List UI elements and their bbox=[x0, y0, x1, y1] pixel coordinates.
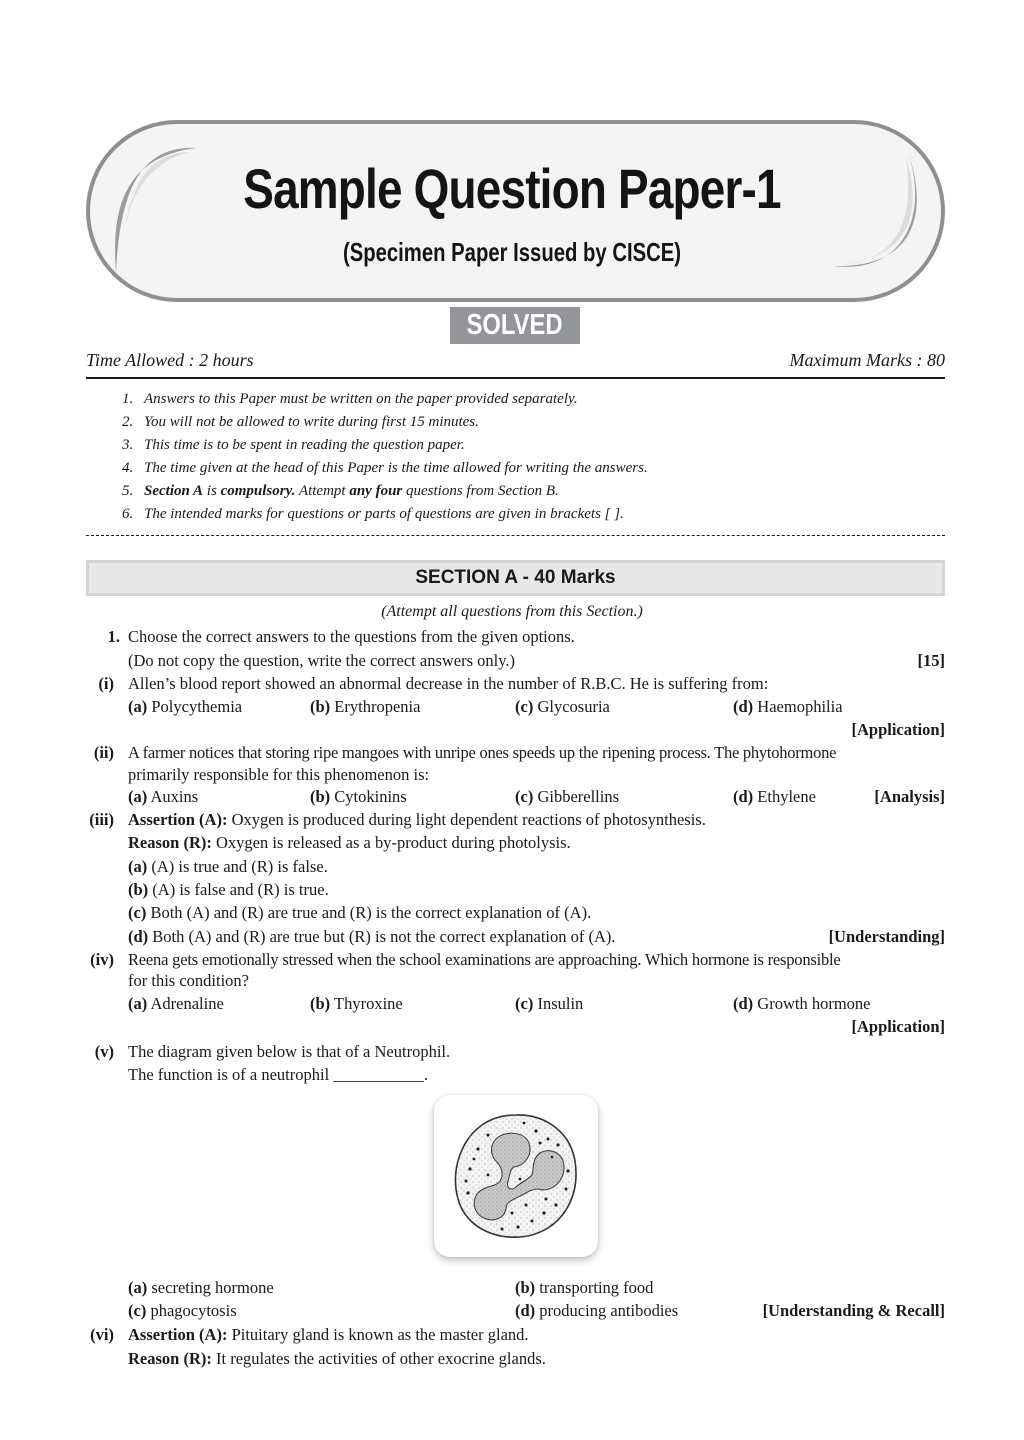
subquestion-number: (iii) bbox=[89, 810, 114, 829]
option-d bbox=[733, 696, 843, 718]
option-text: Insulin bbox=[533, 994, 584, 1013]
subquestion-text: A farmer notices that storing ripe mangoes with unripe ones speeds up the ripening process. The phytohormone bbox=[128, 743, 837, 762]
subquestion-text: Allen’s blood report showed an abnormal decrease in the number of R.B.C. He is suffering from: bbox=[128, 674, 769, 693]
emphasis: compulsory. bbox=[220, 483, 296, 499]
assertion-label: Assertion (A): bbox=[128, 810, 228, 829]
solved-badge bbox=[450, 307, 580, 344]
instruction-number: 3. bbox=[122, 437, 134, 453]
instruction-number: 4. bbox=[122, 460, 134, 476]
option-label: (b) bbox=[128, 880, 149, 899]
emphasis: any four bbox=[349, 483, 403, 499]
reason-text: It regulates the activities of other exocrine glands. bbox=[211, 1349, 546, 1368]
option-c bbox=[515, 993, 583, 1015]
option-text: Erythropenia bbox=[330, 697, 421, 716]
option-label: (a) bbox=[128, 697, 148, 716]
option-a bbox=[128, 696, 242, 718]
option-label: (c) bbox=[128, 903, 147, 922]
subquestion-number: (iv) bbox=[90, 950, 114, 969]
option-text: Polycythemia bbox=[147, 697, 243, 716]
maximum-marks: Maximum Marks : 80 bbox=[789, 350, 945, 370]
option-text: transporting food bbox=[535, 1278, 654, 1297]
option-b bbox=[515, 1277, 653, 1299]
assertion-text: Oxygen is produced during light dependent reactions of photosynthesis. bbox=[227, 810, 706, 829]
option-c bbox=[515, 786, 619, 808]
question-instruction: (Do not copy the question, write the correct answers only.) bbox=[128, 651, 516, 670]
option-label: (c) bbox=[128, 1301, 147, 1320]
option-c bbox=[128, 1300, 237, 1322]
option-text: Adrenaline bbox=[147, 994, 224, 1013]
fill-in-blank-text: The function is of a neutrophil ___________. bbox=[128, 1065, 429, 1084]
reason-label: Reason (R): bbox=[128, 833, 212, 852]
option-text: Ethylene bbox=[753, 787, 816, 806]
instruction-item bbox=[122, 388, 922, 411]
assertion bbox=[128, 1324, 529, 1346]
option-text: Both (A) and (R) are true but (R) is not the correct explanation of (A). bbox=[148, 927, 616, 946]
instruction-text bbox=[144, 480, 559, 503]
dashed-divider bbox=[86, 535, 945, 536]
emphasis: Section A bbox=[144, 483, 204, 499]
exam-meta bbox=[86, 350, 945, 374]
option-text: Thyroxine bbox=[330, 994, 403, 1013]
reason-text: Oxygen is released as a by-product during photolysis. bbox=[211, 833, 571, 852]
option-label: (c) bbox=[515, 697, 534, 716]
instructions-list bbox=[122, 388, 922, 526]
option-label: (c) bbox=[515, 994, 534, 1013]
option-d bbox=[515, 1300, 678, 1322]
option-text: Cytokinins bbox=[330, 787, 407, 806]
option-label: (a) bbox=[128, 1278, 148, 1297]
option-a bbox=[128, 993, 224, 1015]
instruction-item bbox=[122, 411, 922, 434]
option-b bbox=[310, 993, 403, 1015]
subquestion-text: The diagram given below is that of a Neutrophil. bbox=[128, 1042, 451, 1061]
assertion bbox=[128, 809, 706, 831]
instruction-item bbox=[122, 480, 922, 503]
assertion-text: Pituitary gland is known as the master gland. bbox=[227, 1325, 529, 1344]
neutrophil-cell-icon bbox=[448, 1109, 584, 1243]
option-a bbox=[128, 786, 198, 808]
option-label: (d) bbox=[733, 787, 754, 806]
option-label: (a) bbox=[128, 857, 148, 876]
reason-label: Reason (R): bbox=[128, 1349, 212, 1368]
option-text: Auxins bbox=[147, 787, 199, 806]
option-label: (d) bbox=[515, 1301, 536, 1320]
instruction-text: This time is to be spent in reading the question paper. bbox=[144, 437, 465, 453]
option-label: (b) bbox=[310, 787, 331, 806]
assertion-label: Assertion (A): bbox=[128, 1325, 228, 1344]
text-fragment: Attempt bbox=[295, 483, 350, 499]
section-heading: SECTION A - 40 Marks bbox=[86, 560, 945, 596]
option-label: (d) bbox=[733, 994, 754, 1013]
reason bbox=[128, 832, 571, 854]
instruction-text: The intended marks for questions or parts of questions are given in brackets [ ]. bbox=[144, 506, 624, 522]
option-text: phagocytosis bbox=[146, 1301, 237, 1320]
neutrophil-diagram bbox=[434, 1095, 598, 1257]
paper-subtitle: (Specimen Paper Issued by CISCE) bbox=[342, 237, 682, 267]
cognitive-tag: [Application] bbox=[851, 1017, 945, 1036]
option-b bbox=[128, 879, 329, 901]
instruction-number: 5. bbox=[122, 483, 134, 499]
time-allowed: Time Allowed : 2 hours bbox=[86, 350, 254, 370]
instruction-number: 1. bbox=[122, 391, 134, 407]
option-label: (b) bbox=[310, 994, 331, 1013]
option-text: Growth hormone bbox=[753, 994, 871, 1013]
instruction-number: 6. bbox=[122, 506, 134, 522]
option-text: Haemophilia bbox=[753, 697, 843, 716]
option-d bbox=[733, 786, 816, 808]
instruction-text: The time given at the head of this Paper is the time allowed for writing the answers. bbox=[144, 460, 648, 476]
cognitive-tag: [Analysis] bbox=[874, 787, 945, 806]
option-c bbox=[128, 902, 591, 924]
instruction-text: Answers to this Paper must be written on the paper provided separately. bbox=[144, 391, 578, 407]
option-text: producing antibodies bbox=[535, 1301, 679, 1320]
cognitive-tag: [Understanding & Recall] bbox=[762, 1301, 945, 1320]
question-marks: [15] bbox=[917, 651, 945, 670]
option-text: Both (A) and (R) are true and (R) is the correct explanation of (A). bbox=[146, 903, 592, 922]
option-label: (d) bbox=[128, 927, 149, 946]
solved-badge-label: SOLVED bbox=[466, 309, 564, 341]
subquestion-text-continued: primarily responsible for this phenomenon is: bbox=[128, 765, 430, 784]
text-fragment: questions from Section B. bbox=[402, 483, 559, 499]
cognitive-tag: [Application] bbox=[851, 720, 945, 739]
option-text: Glycosuria bbox=[533, 697, 610, 716]
question-number: 1. bbox=[107, 627, 120, 646]
option-d bbox=[733, 993, 871, 1015]
subquestion-text: Reena gets emotionally stressed when the school examinations are approaching. Which hormone is responsible bbox=[128, 950, 841, 969]
subquestion-number: (vi) bbox=[90, 1325, 114, 1344]
subquestion-number: (v) bbox=[94, 1042, 114, 1061]
option-b bbox=[310, 786, 407, 808]
instruction-item bbox=[122, 503, 922, 526]
option-label: (c) bbox=[515, 787, 534, 806]
option-a bbox=[128, 1277, 274, 1299]
option-label: (b) bbox=[310, 697, 331, 716]
subquestion-number: (i) bbox=[98, 674, 114, 693]
header-divider bbox=[86, 377, 945, 379]
option-label: (b) bbox=[515, 1278, 536, 1297]
option-a bbox=[128, 856, 328, 878]
option-text: (A) is true and (R) is false. bbox=[147, 857, 328, 876]
option-c bbox=[515, 696, 610, 718]
section-note: (Attempt all questions from this Section.) bbox=[381, 603, 643, 620]
option-label: (a) bbox=[128, 787, 148, 806]
question-text: Choose the correct answers to the questions from the given options. bbox=[128, 627, 575, 646]
instruction-item bbox=[122, 434, 922, 457]
cognitive-tag: [Understanding] bbox=[828, 927, 945, 946]
option-label: (d) bbox=[733, 697, 754, 716]
text-fragment: is bbox=[203, 483, 221, 499]
option-d bbox=[128, 926, 616, 948]
option-text: secreting hormone bbox=[147, 1278, 274, 1297]
option-text: (A) is false and (R) is true. bbox=[148, 880, 329, 899]
option-label: (a) bbox=[128, 994, 148, 1013]
subquestion-text-continued: for this condition? bbox=[128, 971, 249, 990]
option-text: Gibberellins bbox=[533, 787, 620, 806]
subquestion-number: (ii) bbox=[93, 743, 114, 762]
instruction-text: You will not be allowed to write during first 15 minutes. bbox=[144, 414, 479, 430]
instruction-number: 2. bbox=[122, 414, 134, 430]
paper-title: Sample Question Paper-1 bbox=[243, 157, 781, 220]
reason bbox=[128, 1348, 546, 1370]
instruction-item bbox=[122, 457, 922, 480]
option-b bbox=[310, 696, 420, 718]
